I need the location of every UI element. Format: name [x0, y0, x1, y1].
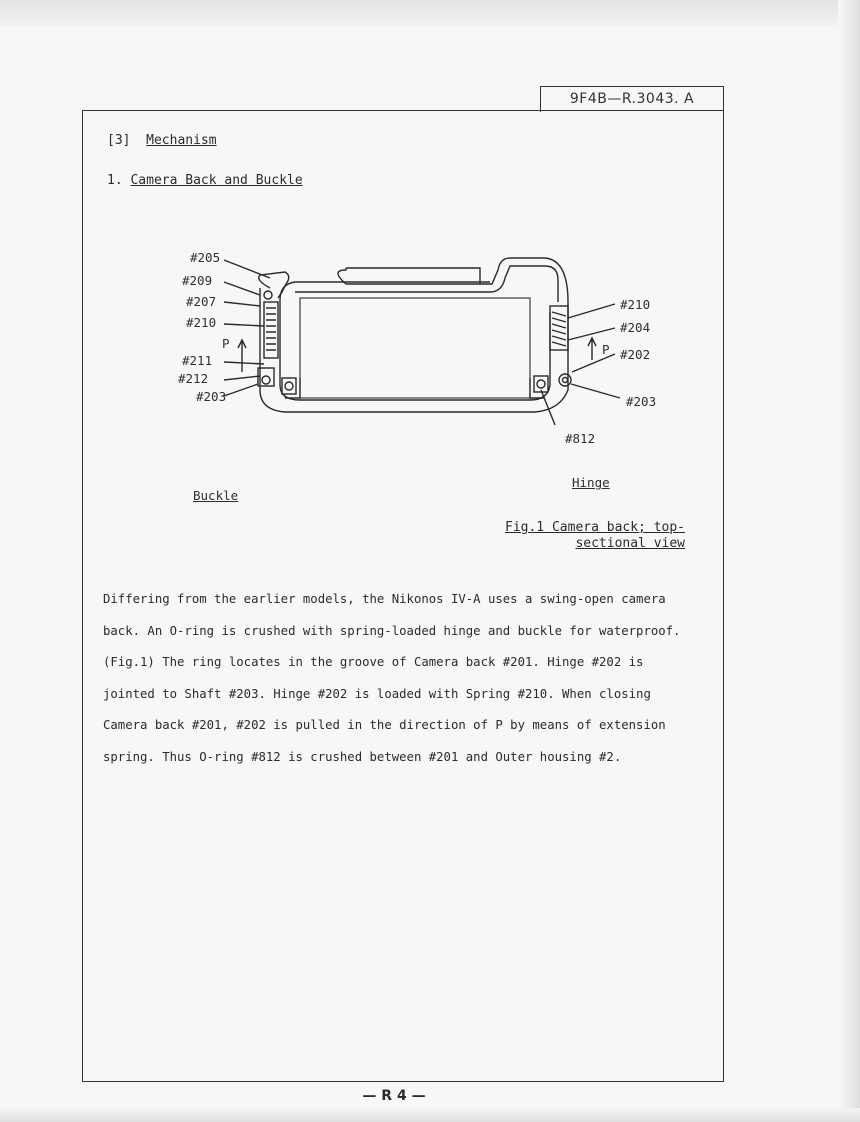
fig-label-209: #209 — [182, 273, 213, 288]
fig-label-812: #812 — [565, 431, 596, 446]
buckle-label: Buckle — [193, 488, 239, 503]
body-paragraph — [103, 584, 715, 773]
section-heading — [107, 133, 217, 148]
hinge-label: Hinge — [572, 475, 610, 490]
body-line: (Fig.1) The ring locates in the groove of Camera back #201. Hinge #202 is — [103, 655, 644, 669]
body-line: Camera back #201, #202 is pulled in the direction of P by means of extension — [103, 718, 666, 732]
fig-label-203-left: #203 — [196, 389, 227, 404]
fig-label-204: #204 — [620, 320, 651, 335]
fig-label-211: #211 — [182, 353, 213, 368]
scan-bottom-edge — [0, 1108, 860, 1122]
fig-label-212: #212 — [178, 371, 209, 386]
fig-label-202: #202 — [620, 347, 651, 362]
fig-label-210-right: #210 — [620, 297, 651, 312]
fig-label-p-left: P — [222, 336, 230, 351]
doc-number-box — [540, 86, 724, 112]
caption-line-2: sectional view — [575, 536, 686, 551]
subsection-heading — [107, 173, 303, 188]
body-line: Differing from the earlier models, the Nikonos IV-A uses a swing-open camera — [103, 592, 666, 606]
section-number: [3] — [107, 133, 131, 148]
subsection-number: 1. — [107, 173, 123, 188]
section-title: Mechanism — [146, 133, 217, 148]
page-number: — R 4 — — [362, 1088, 426, 1104]
fig-label-203-right: #203 — [626, 394, 657, 409]
body-line: back. An O-ring is crushed with spring-loaded hinge and buckle for waterproof. — [103, 623, 681, 638]
body-line: spring. Thus O-ring #812 is crushed between #201 and Outer housing #2. — [103, 749, 622, 764]
subsection-title: Camera Back and Buckle — [130, 173, 303, 188]
fig-label-p-right: P — [602, 342, 610, 357]
scan-right-edge — [838, 0, 860, 1122]
fig-label-207: #207 — [186, 294, 217, 309]
doc-number: 9F4B—R.3043. A — [569, 91, 695, 107]
body-line: jointed to Shaft #203. Hinge #202 is loaded with Spring #210. When closing — [103, 686, 651, 701]
fig-label-210-left: #210 — [186, 315, 217, 330]
scan-top-edge — [0, 0, 860, 26]
fig-label-205: #205 — [190, 250, 221, 265]
caption-line-1: Fig.1 Camera back; top- — [505, 520, 686, 535]
figure-caption — [505, 520, 685, 552]
